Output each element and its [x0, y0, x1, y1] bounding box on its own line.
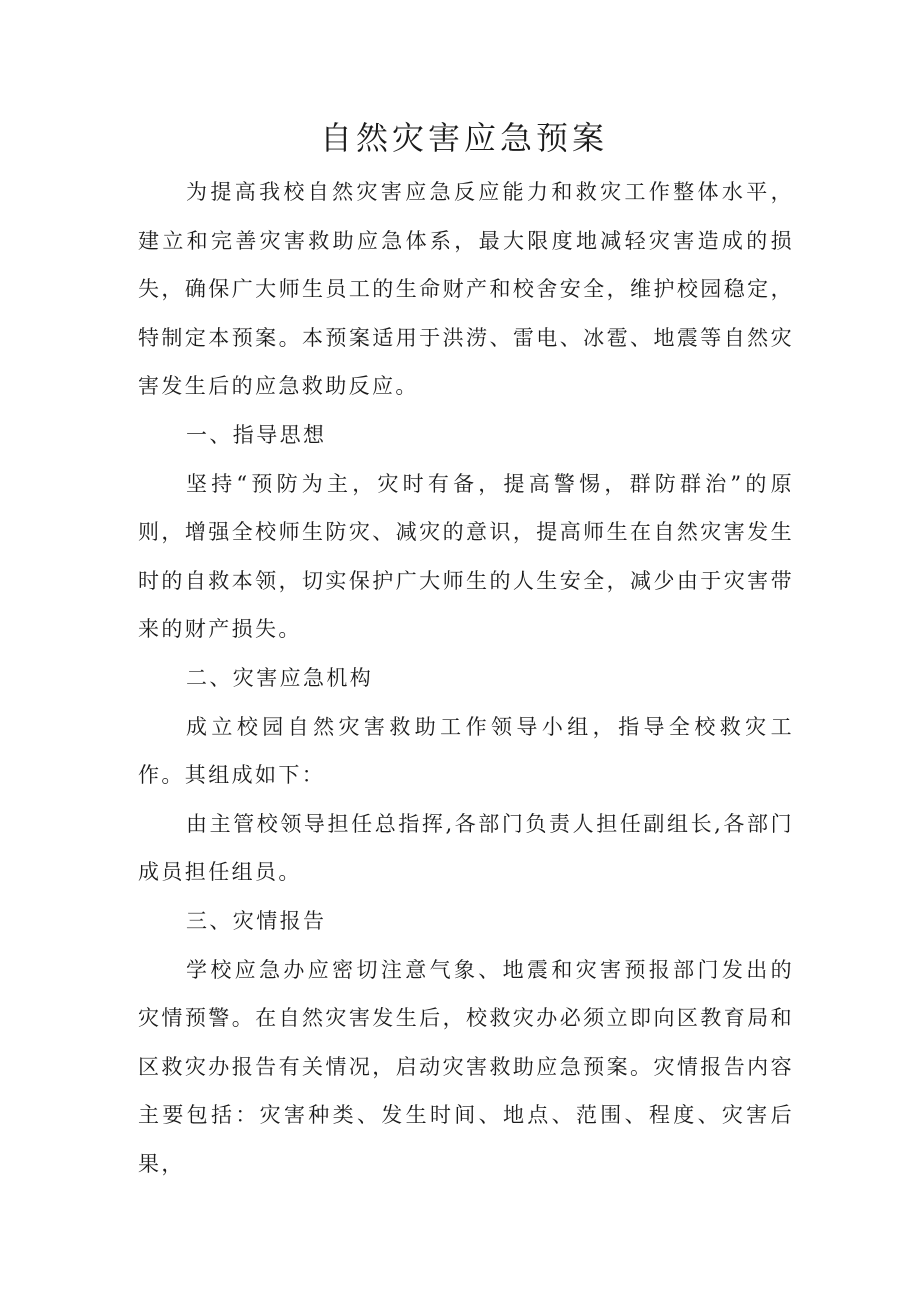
document-body — [138, 168, 794, 1188]
organization-members-paragraph: 由主管校领导担任总指挥,各部门负责人担任副组长,各部门成员担任组员。 — [138, 811, 794, 885]
guiding-principle-paragraph: 坚持“预防为主，灾时有备，提高警惕，群防群治”的原则，增强全校师生防灾、减灾的意识，提高师生在自然灾害发生时的自救本领，切实保护广大师生的人生安全，减少由于灾害带来的财产损失。 — [138, 471, 794, 642]
disaster-report-paragraph: 学校应急办应密切注意气象、地震和灾害预报部门发出的灾情预警。在自然灾害发生后，校救灾办必须立即向区教育局和区救灾办报告有关情况，启动灾害救助应急预案。灾情报告内容主要包括：灾害种类、发生时间、地点、范围、程度、灾害后果， — [138, 957, 794, 1176]
intro-paragraph: 为提高我校自然灾害应急反应能力和救灾工作整体水平，建立和完善灾害救助应急体系，最大限度地减轻灾害造成的损失，确保广大师生员工的生命财产和校舍安全，维护校园稳定，特制定本预案。本预案适用于洪涝、雷电、冰雹、地震等自然灾害发生后的应急救助反应。 — [138, 180, 794, 399]
section-heading-disaster-report: 三、灾情报告 — [186, 908, 327, 933]
document-title: 自然灾害应急预案 — [319, 119, 608, 157]
section-heading-guiding-principle: 一、指导思想 — [186, 422, 327, 447]
organization-paragraph: 成立校园自然灾害救助工作领导小组，指导全校救灾工作。其组成如下： — [138, 714, 794, 788]
section-heading-emergency-organization: 二、灾害应急机构 — [186, 665, 374, 690]
